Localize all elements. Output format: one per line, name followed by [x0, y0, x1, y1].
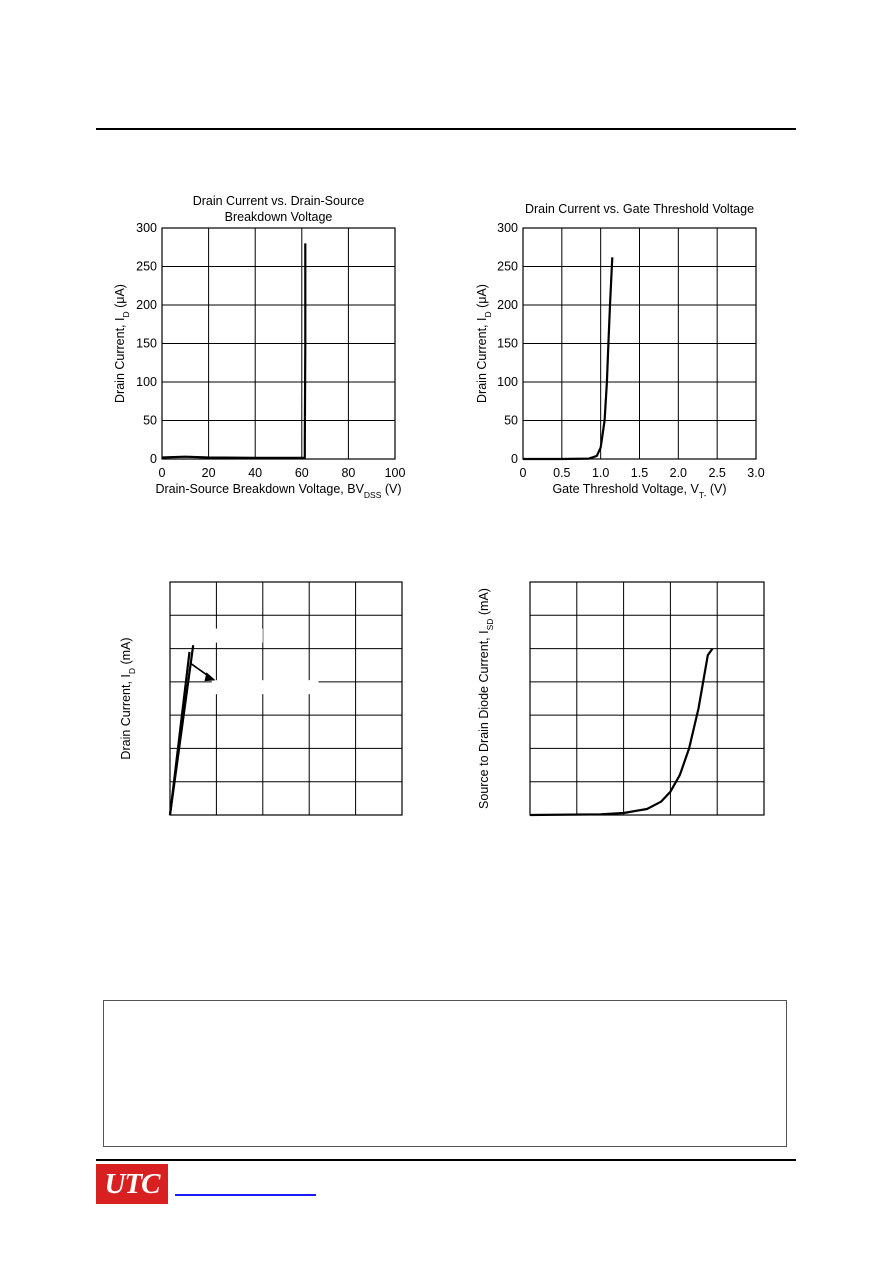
- y-axis-label: Drain Current, $I_D$ (μA): [475, 284, 493, 403]
- y-axis-label: Source to Drain Diode Current, $I_{SD}$ (mA): [477, 588, 495, 809]
- footer-rule: [96, 1159, 796, 1161]
- y-tick-label: 50: [504, 413, 518, 428]
- annotation-mask: [212, 680, 319, 694]
- y-tick-label: 50: [143, 413, 157, 428]
- y-tick-label: 300: [136, 221, 157, 235]
- series-line-1: [523, 257, 612, 459]
- chart-title-line: Breakdown Voltage: [224, 210, 333, 224]
- annotation-mask: [200, 629, 263, 643]
- notice-box: [103, 1000, 787, 1147]
- x-axis-label: Gate Threshold Voltage, $V_{T-}$ (V): [552, 482, 727, 500]
- series-line-1: [530, 649, 713, 815]
- chart-diode-current: [460, 570, 790, 830]
- x-tick-label: 60: [294, 466, 309, 480]
- y-tick-label: 150: [497, 336, 518, 351]
- y-tick-label: 150: [136, 336, 157, 351]
- plot-frame: [530, 582, 764, 815]
- utc-logo: [96, 1164, 168, 1204]
- y-tick-label: 250: [136, 259, 157, 274]
- y-tick-label: 300: [497, 221, 518, 235]
- x-tick-label: 0: [158, 466, 166, 480]
- x-tick-label: 3.0: [747, 466, 765, 480]
- y-tick-label: 250: [497, 259, 518, 274]
- series-line-2: [170, 652, 190, 815]
- x-tick-label: 0: [519, 466, 527, 480]
- chart-title-line: Drain Current vs. Drain-Source: [192, 194, 365, 208]
- chart-title-line: Drain Current vs. Gate Threshold Voltage: [524, 202, 755, 216]
- x-tick-label: 20: [201, 466, 216, 480]
- y-tick-label: 100: [136, 375, 157, 389]
- x-tick-label: 100: [384, 466, 406, 480]
- chart-bvdss: [100, 185, 440, 505]
- plot-frame: [170, 582, 402, 815]
- x-tick-label: 1.0: [591, 466, 610, 480]
- x-tick-label: 2.5: [708, 466, 726, 480]
- y-tick-label: 200: [136, 298, 157, 312]
- y-tick-label: 0: [511, 452, 518, 466]
- y-tick-label: 200: [497, 298, 518, 312]
- x-tick-label: 80: [341, 466, 356, 480]
- chart-drain-current: [100, 570, 430, 830]
- x-tick-label: 2.0: [669, 466, 688, 480]
- y-tick-label: 100: [497, 375, 518, 389]
- y-axis-label: Drain Current, $I_D$ (mA): [119, 637, 137, 760]
- header-rule: [96, 128, 796, 130]
- x-tick-label: 1.5: [630, 466, 649, 480]
- series-line-1: [162, 243, 305, 457]
- x-tick-label: 0.5: [553, 466, 571, 480]
- x-tick-label: 40: [248, 466, 263, 480]
- footer-link[interactable]: [175, 1194, 316, 1196]
- y-tick-label: 0: [150, 452, 157, 466]
- x-axis-label: Drain-Source Breakdown Voltage, $BV_{DSS}$ (V): [155, 482, 402, 500]
- y-axis-label: Drain Current, $I_D$ (μA): [113, 284, 131, 403]
- utc-logo-text: UTC: [104, 1167, 160, 1200]
- chart-vth: [460, 185, 790, 505]
